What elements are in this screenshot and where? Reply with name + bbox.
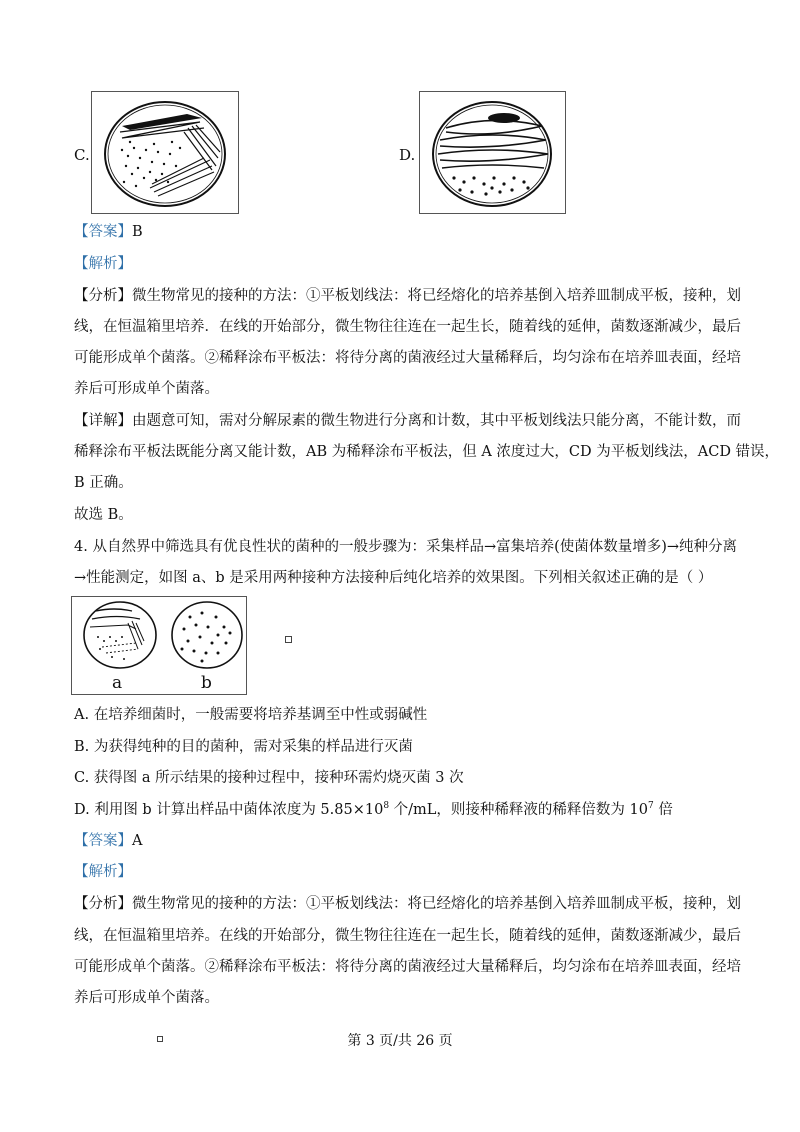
petri-dish-streak-c (92, 92, 238, 213)
answer-value: B (132, 224, 143, 240)
q4-answer-line (74, 831, 142, 851)
petri-dish-streak-d (420, 92, 565, 213)
answer-tag: 【答案】 (74, 833, 132, 849)
answer-value: A (132, 833, 143, 849)
figure-option-c (91, 91, 239, 214)
q3-answer-line (74, 222, 143, 242)
q4-analysis-tag: 【解析】 (74, 864, 132, 880)
option-d-text: 个/mL，则接种稀释液的稀释倍数为 10 (389, 802, 648, 818)
q3-fenxi-line-2: 线，在恒温箱里培养．在线的开始部分，微生物往往连在一起生长，随着线的延伸，菌数逐渐减少，最后 (74, 319, 741, 335)
q3-fenxi-line-4: 养后可形成单个菌落。 (74, 381, 219, 397)
option-d-text: 倍 (653, 802, 673, 818)
q3-fenxi-line-3: 可能形成单个菌落。②稀释涂布平板法：将待分离的菌液经过大量稀释后，均匀涂布在培养皿表面，经培 (74, 350, 741, 366)
paragraph-text: 微生物常见的接种的方法：①平板划线法：将已经熔化的培养基倒入培养皿制成平板，接种，划 (132, 288, 741, 304)
q4-fenxi-line-1 (74, 894, 741, 914)
q4-option-d (74, 800, 673, 820)
placeholder-square-icon (285, 636, 292, 643)
fenxi-tag: 【分析】 (74, 288, 132, 304)
petri-dishes-a-b (72, 597, 246, 694)
figure-label-a: a (112, 673, 123, 693)
page-footer: 第 3 页/共 26 页 (347, 1033, 453, 1049)
paragraph-text: 由题意可知，需对分解尿素的微生物进行分离和计数，其中平板划线法只能分离，不能计数，而 (132, 413, 741, 429)
q3-conclusion: 故选 B。 (74, 507, 133, 523)
figure-label-b: b (201, 673, 212, 693)
exponent: 7 (648, 801, 654, 812)
exponent: 8 (383, 801, 390, 812)
q3-analysis-tag: 【解析】 (74, 256, 132, 272)
q4-option-a: A. 在培养细菌时，一般需要将培养基调至中性或弱碱性 (74, 707, 428, 723)
q3-xiangjie-line-1 (74, 411, 741, 431)
option-d-label: D. (399, 146, 416, 164)
q4-fenxi-line-4: 养后可形成单个菌落。 (74, 990, 219, 1006)
fenxi-tag: 【分析】 (74, 896, 132, 912)
q3-xiangjie-line-3: B 正确。 (74, 475, 133, 491)
q4-fenxi-line-2: 线，在恒温箱里培养。在线的开始部分，微生物往往连在一起生长，随着线的延伸，菌数逐渐减少，最后 (74, 928, 741, 944)
option-c-label: C. (74, 146, 90, 164)
q4-stem-line-1: 4. 从自然界中筛选具有优良性状的菌种的一般步骤为：采集样品→富集培养(使菌体数量增多)→纯种分离 (74, 539, 738, 555)
paragraph-text: 微生物常见的接种的方法：①平板划线法：将已经熔化的培养基倒入培养皿制成平板，接种，划 (132, 896, 741, 912)
q4-option-c: C. 获得图 a 所示结果的接种过程中，接种环需灼烧灭菌 3 次 (74, 770, 464, 786)
figure-q4-ab (71, 596, 247, 695)
option-d-text: D. 利用图 b 计算出样品中菌体浓度为 5.85×10 (74, 802, 384, 818)
q4-stem-line-2: →性能测定，如图 a、b 是采用两种接种方法接种后纯化培养的效果图。下列相关叙述正确的是（ ） (74, 570, 713, 586)
q3-fenxi-line-1 (74, 286, 741, 306)
q3-xiangjie-line-2: 稀释涂布平板法既能分离又能计数，AB 为稀释涂布平板法，但 A 浓度过大，CD 为平板划线法，ACD 错误， (74, 444, 780, 460)
q4-fenxi-line-3: 可能形成单个菌落。②稀释涂布平板法：将待分离的菌液经过大量稀释后，均匀涂布在培养皿表面，经培 (74, 959, 741, 975)
xiangjie-tag: 【详解】 (74, 413, 132, 429)
figure-option-d (419, 91, 566, 214)
answer-tag: 【答案】 (74, 224, 132, 240)
q4-option-b: B. 为获得纯种的目的菌种，需对采集的样品进行灭菌 (74, 739, 413, 755)
